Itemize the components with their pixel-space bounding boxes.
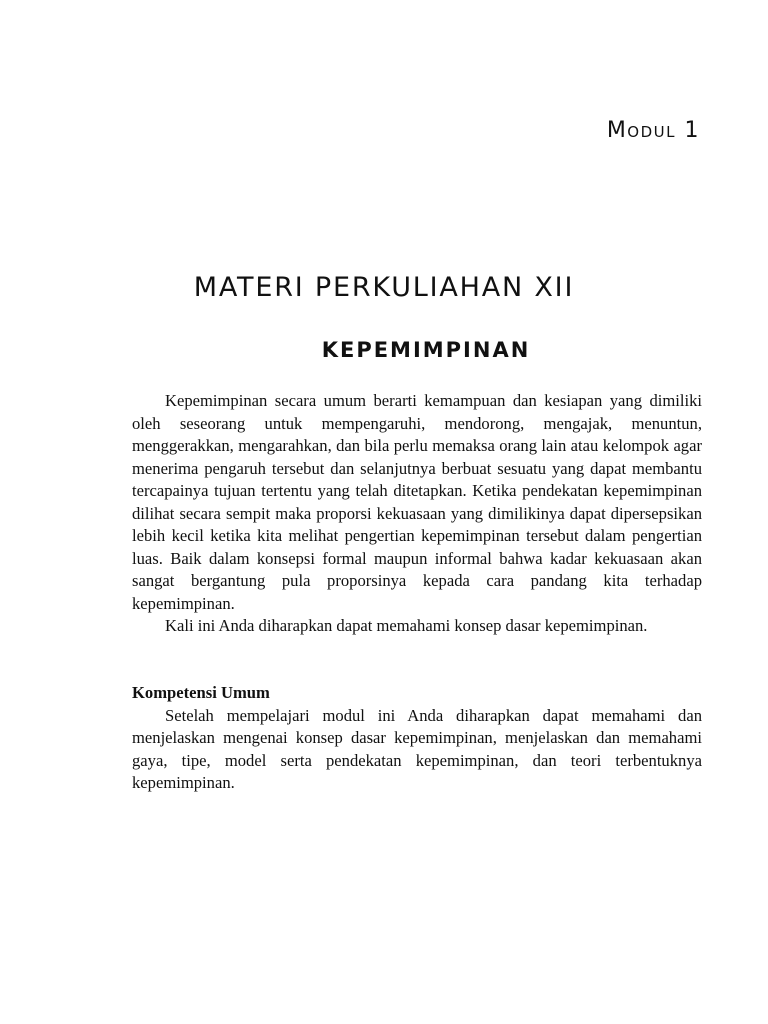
- topic-title: KEPEMIMPINAN: [321, 338, 531, 362]
- chapter-title: MATERI PERKULIAHAN XII: [193, 272, 575, 303]
- competency-heading: Kompetensi Umum: [132, 683, 270, 702]
- intro-section: [132, 390, 702, 638]
- competency-paragraph: Setelah mempelajari modul ini Anda diharapkan dapat memahami dan menjelaskan mengenai konsep dasar kepemimpinan, menjelaskan dan memahami gaya, tipe, model serta pendekatan kepemimpinan, dan teori terbentuknya kepemimpinan.: [132, 705, 702, 792]
- competency-section: [132, 682, 702, 795]
- intro-closing-paragraph: Kali ini Anda diharapkan dapat memahami konsep dasar kepemimpinan.: [165, 616, 648, 635]
- module-label: Modul 1: [606, 118, 700, 143]
- intro-paragraph: Kepemimpinan secara umum berarti kemampuan dan kesiapan yang dimiliki oleh seseorang untuk mempengaruhi, mendorong, mengajak, menuntun, menggerakkan, mengarahkan, dan bila perlu memaksa orang lain atau kelompok agar menerima pengaruh tersebut dan selanjutnya berbuat sesuatu yang dapat membantu tercapainya tujuan tertentu yang telah ditetapkan. Ketika pendekatan kepemimpinan dilihat secara sempit maka proporsi kekuasaan yang dimilikinya dapat dipersepsikan lebih kecil ketika kita melihat pengertian kepemimpinan tersebut dalam pengertian luas. Baik dalam konsepsi formal maupun informal bahwa kadar kekuasaan akan sangat bergantung pula proporsinya kepada cara pandang kita terhadap kepemimpinan.: [132, 391, 702, 613]
